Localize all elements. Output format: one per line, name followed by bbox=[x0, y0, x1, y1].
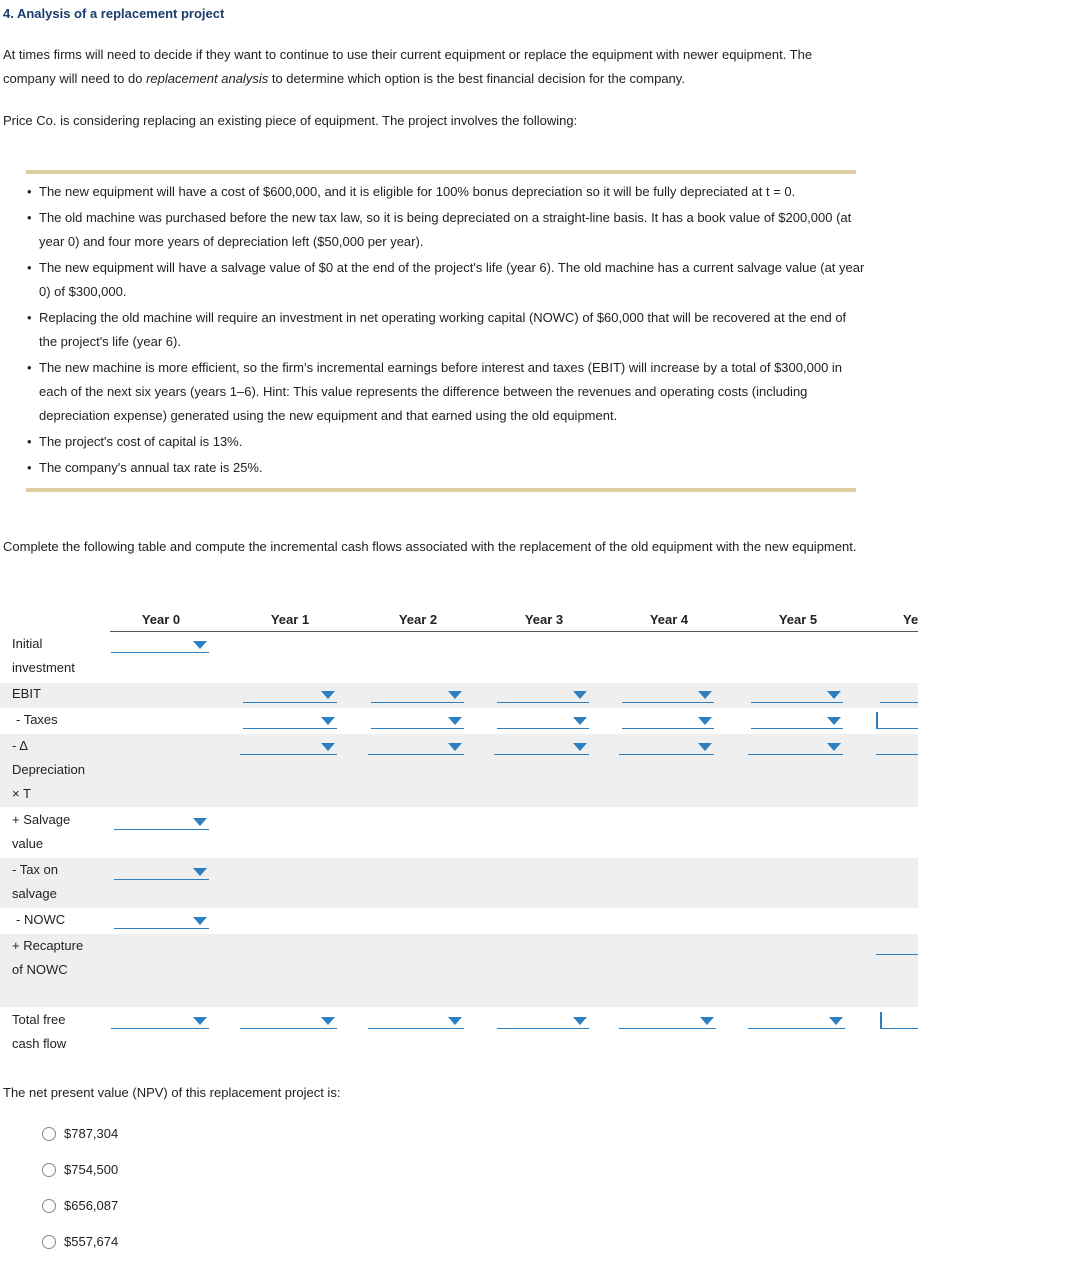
chevron-down-icon bbox=[573, 1017, 587, 1025]
row-label-nowc: - NOWC bbox=[16, 912, 66, 927]
dropdown-ebit-y2[interactable] bbox=[371, 686, 464, 703]
row-label-initial-investment: Initial investment bbox=[12, 636, 75, 675]
intro-emphasis: replacement analysis bbox=[146, 71, 269, 86]
dropdown-ebit-y4[interactable] bbox=[622, 686, 714, 703]
list-item: • The new machine is more efficient, so the firm’s incremental earnings before interest and taxes (EBIT) will increase by a total of $300,000 in each of the next six years (years 1–6). Hint: This value represents the difference between the revenues and operating costs (including depreciation expense) generated using the new equipment and that earned using the old equipment. bbox=[25, 356, 865, 428]
chevron-down-icon bbox=[321, 691, 335, 699]
chevron-down-icon bbox=[193, 641, 207, 649]
dropdown-recapture-y6[interactable] bbox=[876, 938, 918, 955]
col-header-year-0: Year 0 bbox=[141, 612, 181, 627]
dropdown-initial-investment-y0[interactable] bbox=[111, 636, 209, 653]
dropdown-salvage-y0[interactable] bbox=[114, 813, 209, 830]
dropdown-ebit-y6[interactable] bbox=[880, 686, 918, 703]
dropdown-deltadep-y3[interactable] bbox=[494, 738, 589, 755]
row-label-total-fcf: Total free cash flow bbox=[12, 1012, 67, 1051]
radio-button[interactable] bbox=[42, 1199, 56, 1213]
radio-button[interactable] bbox=[42, 1235, 56, 1249]
intro-text-c: to determine which option is the best financial decision for the company. bbox=[268, 71, 685, 86]
dropdown-taxes-y2[interactable] bbox=[371, 712, 464, 729]
chevron-down-icon bbox=[827, 717, 841, 725]
col-header-year-1: Year 1 bbox=[270, 612, 310, 627]
chevron-down-icon bbox=[448, 743, 462, 751]
row-band-recapture bbox=[0, 934, 918, 1007]
row-label-salvage: + Salvage value bbox=[12, 812, 71, 851]
radio-button[interactable] bbox=[42, 1163, 56, 1177]
dropdown-taxes-y4[interactable] bbox=[622, 712, 714, 729]
chevron-down-icon bbox=[700, 1017, 714, 1025]
list-item: • The new equipment will have a cost of $600,000, and it is eligible for 100% bonus depreciation so it will be fully depreciated at t = 0. bbox=[25, 180, 865, 204]
npv-question: The net present value (NPV) of this replacement project is: bbox=[3, 1085, 341, 1100]
list-item: • Replacing the old machine will require an investment in net operating working capital (NOWC) of $60,000 that will be recovered at the end of the project's life (year 6). bbox=[25, 306, 865, 354]
col-header-year-2: Year 2 bbox=[398, 612, 438, 627]
row-label-recapture-nowc: + Recapture of NOWC bbox=[12, 938, 84, 977]
chevron-down-icon bbox=[573, 743, 587, 751]
npv-option-label: $754,500 bbox=[64, 1162, 119, 1177]
dropdown-taxes-y3[interactable] bbox=[497, 712, 589, 729]
npv-option-4[interactable] bbox=[42, 1234, 118, 1249]
dropdown-total-y3[interactable] bbox=[497, 1012, 589, 1029]
npv-option-3[interactable] bbox=[42, 1198, 118, 1213]
list-item: • The project's cost of capital is 13%. bbox=[25, 430, 865, 454]
dropdown-total-y5[interactable] bbox=[748, 1012, 845, 1029]
chevron-down-icon bbox=[573, 717, 587, 725]
chevron-down-icon bbox=[448, 1017, 462, 1025]
list-item: • The new equipment will have a salvage value of $0 at the end of the project's life (year 6). The old machine has a current salvage value (at year 0) of $300,000. bbox=[25, 256, 865, 304]
dropdown-deltadep-y6[interactable] bbox=[876, 738, 918, 755]
dropdown-total-y6[interactable] bbox=[880, 1012, 918, 1029]
row-label-ebit: EBIT bbox=[12, 686, 41, 701]
chevron-down-icon bbox=[448, 691, 462, 699]
dropdown-total-y1[interactable] bbox=[240, 1012, 337, 1029]
radio-button[interactable] bbox=[42, 1127, 56, 1141]
npv-option-label: $656,087 bbox=[64, 1198, 119, 1213]
col-header-year-5: Year 5 bbox=[778, 612, 818, 627]
intro-paragraph-2: Price Co. is considering replacing an existing piece of equipment. The project involves the following: bbox=[3, 113, 578, 128]
chevron-down-icon bbox=[573, 691, 587, 699]
intro-text-a: At times firms will need to decide if they want to continue to use their current equipment or replace the equipment with newer equipment. The bbox=[3, 47, 813, 62]
col-header-year-4: Year 4 bbox=[649, 612, 689, 627]
chevron-down-icon bbox=[321, 743, 335, 751]
dropdown-taxes-y6[interactable] bbox=[876, 712, 918, 729]
intro-text-b: company will need to do bbox=[3, 71, 147, 86]
chevron-down-icon bbox=[698, 691, 712, 699]
chevron-down-icon bbox=[827, 743, 841, 751]
chevron-down-icon bbox=[698, 743, 712, 751]
box-top-rule bbox=[26, 170, 856, 174]
dropdown-ebit-y3[interactable] bbox=[497, 686, 589, 703]
chevron-down-icon bbox=[827, 691, 841, 699]
dropdown-nowc-y0[interactable] bbox=[114, 912, 209, 929]
box-bottom-rule bbox=[26, 488, 856, 492]
dropdown-taxes-y5[interactable] bbox=[751, 712, 843, 729]
field-edge bbox=[880, 1012, 882, 1029]
npv-option-1[interactable] bbox=[42, 1126, 118, 1141]
intro-paragraph bbox=[3, 43, 1063, 91]
row-label-taxes: - Taxes bbox=[16, 712, 58, 727]
npv-option-label: $787,304 bbox=[64, 1126, 119, 1141]
row-label-tax-on-salvage: - Tax on salvage bbox=[12, 862, 59, 901]
chevron-down-icon bbox=[448, 717, 462, 725]
row-label-delta-depreciation: - Δ Depreciation × T bbox=[12, 738, 85, 801]
dropdown-ebit-y1[interactable] bbox=[243, 686, 337, 703]
dropdown-total-y4[interactable] bbox=[619, 1012, 716, 1029]
page-title: 4. Analysis of a replacement project bbox=[3, 6, 225, 21]
dropdown-taxes-y1[interactable] bbox=[243, 712, 337, 729]
dropdown-deltadep-y1[interactable] bbox=[240, 738, 337, 755]
list-item: • The old machine was purchased before the new tax law, so it is being depreciated on a straight-line basis. It has a book value of $200,000 (at year 0) and four more years of depreciation left ($50,000 per year). bbox=[25, 206, 865, 254]
assumptions-list bbox=[25, 180, 865, 482]
chevron-down-icon bbox=[321, 717, 335, 725]
dropdown-ebit-y5[interactable] bbox=[751, 686, 843, 703]
dropdown-deltadep-y4[interactable] bbox=[619, 738, 714, 755]
npv-option-2[interactable] bbox=[42, 1162, 118, 1177]
instruction-text: Complete the following table and compute the incremental cash flows associated with the replacement of the old equipment with the new equipment. bbox=[3, 539, 857, 554]
chevron-down-icon bbox=[321, 1017, 335, 1025]
col-header-year-6: Ye bbox=[903, 612, 918, 627]
chevron-down-icon bbox=[193, 1017, 207, 1025]
dropdown-deltadep-y5[interactable] bbox=[748, 738, 843, 755]
npv-option-label: $557,674 bbox=[64, 1234, 119, 1249]
dropdown-tax-salvage-y0[interactable] bbox=[114, 863, 209, 880]
chevron-down-icon bbox=[829, 1017, 843, 1025]
dropdown-total-y2[interactable] bbox=[368, 1012, 464, 1029]
list-item: • The company's annual tax rate is 25%. bbox=[25, 456, 865, 480]
chevron-down-icon bbox=[698, 717, 712, 725]
header-underline bbox=[110, 631, 918, 632]
chevron-down-icon bbox=[193, 818, 207, 826]
field-edge bbox=[876, 712, 878, 729]
dropdown-deltadep-y2[interactable] bbox=[368, 738, 464, 755]
chevron-down-icon bbox=[193, 868, 207, 876]
chevron-down-icon bbox=[193, 917, 207, 925]
col-header-year-3: Year 3 bbox=[524, 612, 564, 627]
dropdown-total-y0[interactable] bbox=[111, 1012, 209, 1029]
